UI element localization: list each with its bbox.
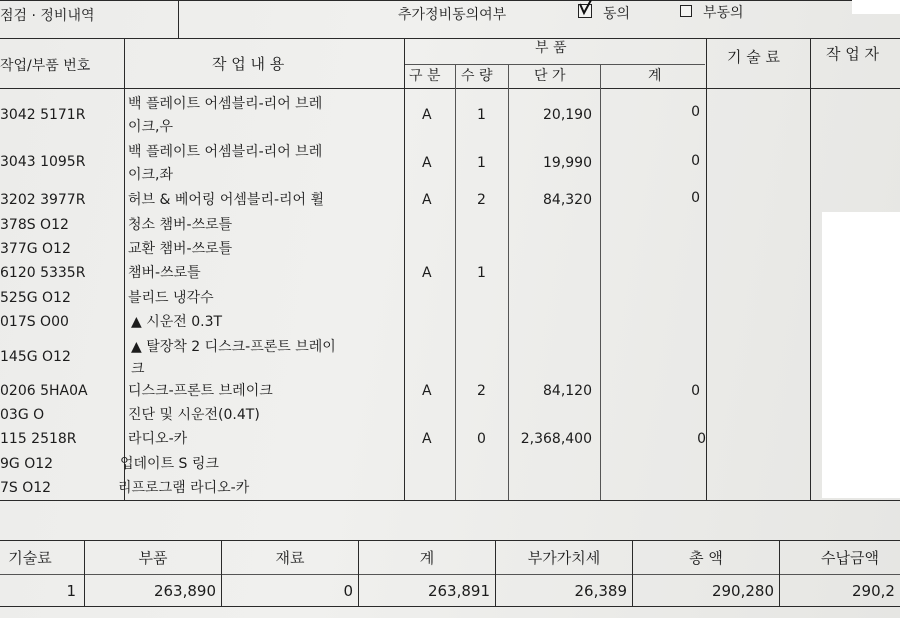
row-5-partno: 6120 5335R [0, 265, 86, 281]
col-divider-qty [508, 64, 509, 500]
row-3-work-line1: 청소 챔버-쓰로틀 [128, 217, 233, 233]
row-1-sum: 0 [691, 153, 700, 169]
row-9-qty: 2 [477, 383, 486, 399]
row-1-qty: 1 [477, 155, 486, 171]
agree-checkbox[interactable] [578, 4, 592, 18]
row-0-qty: 1 [477, 107, 486, 123]
row-11-sum: 0 [697, 431, 706, 447]
row-1-partno: 3043 1095R [0, 154, 86, 170]
summary-div-5 [632, 540, 633, 606]
row-1-type: A [422, 155, 432, 171]
row-9-sum: 0 [691, 383, 700, 399]
col-header-parts: 부 품 [535, 40, 567, 56]
summary-div-2 [221, 540, 222, 606]
row-4-work-line1: 교환 챔버-쓰로틀 [128, 241, 233, 257]
col-header-sum: 계 [648, 68, 662, 84]
row-8-work-line2: 크 [131, 361, 145, 377]
parts-subheader-rule [405, 64, 705, 65]
row-1-work-line1: 백 플레이트 어셈블리-리어 브레 [128, 144, 323, 160]
row-7-partno: 017S O00 [0, 314, 69, 330]
summary-value-labor: 1 [66, 582, 76, 600]
row-11-unit: 2,368,400 [520, 431, 592, 447]
row-2-work-line1: 허브 & 베어링 어셈블리-리어 휠 [128, 192, 325, 208]
consent-label: 추가정비동의여부 [398, 7, 507, 23]
summary-value-material: 0 [343, 582, 353, 600]
row-6-partno: 525G O12 [0, 290, 71, 306]
summary-value-grand-total: 290,280 [711, 582, 774, 600]
row-5-work-line1: 챔버-쓰로틀 [128, 265, 201, 281]
row-10-work-line1: 진단 및 시운전(0.4T) [128, 407, 260, 423]
row-13-partno: 7S O12 [0, 480, 52, 496]
col-divider-unit [600, 64, 601, 500]
summary-header-labor: 기술료 [8, 549, 52, 567]
top-rule [0, 0, 900, 1]
col-header-work: 작 업 내 용 [212, 55, 285, 73]
summary-top-rule [0, 540, 900, 541]
row-3-partno: 378S O12 [0, 217, 69, 233]
summary-div-6 [779, 540, 780, 606]
row-1-work-line2: 이크,좌 [128, 167, 174, 183]
col-header-type: 구 분 [409, 68, 441, 84]
row-8-partno: 145G O12 [0, 349, 71, 365]
summary-value-vat: 26,389 [574, 582, 627, 600]
row-11-work-line1: 라디오-카 [128, 431, 188, 447]
summary-value-paid: 290,2 [852, 582, 895, 600]
row-7-work-line1: ▲ 시운전 0.3T [131, 314, 223, 330]
row-8-work-line1: ▲ 탈장착 2 디스크-프론트 브레이 [131, 339, 336, 355]
row-0-unit: 20,190 [543, 107, 592, 123]
row-5-qty: 1 [477, 265, 486, 281]
redaction-patch-top [852, 0, 900, 14]
col-header-unit: 단 가 [534, 68, 566, 84]
row-2-type: A [422, 192, 432, 208]
col-divider-sum [706, 38, 707, 500]
row-0-partno: 3042 5171R [0, 107, 86, 123]
col-divider-partno [124, 38, 125, 500]
disagree-checkbox[interactable] [680, 5, 692, 17]
summary-div-1 [84, 540, 85, 606]
row-12-work-line1: 업데이트 S 링크 [120, 456, 219, 472]
col-divider-work [404, 38, 405, 500]
row-9-unit: 84,120 [543, 383, 592, 399]
disagree-label: 부동의 [703, 5, 744, 21]
summary-div-3 [358, 540, 359, 606]
summary-header-paid: 수납금액 [821, 549, 879, 567]
row-12-partno: 9G O12 [0, 456, 54, 472]
header-divider [178, 0, 179, 38]
row-6-work-line1: 블리드 냉각수 [128, 290, 214, 306]
redaction-patch-worker [822, 212, 900, 498]
summary-div-4 [495, 540, 496, 606]
row-9-partno: 0206 5HA0A [0, 383, 88, 399]
summary-header-vat: 부가가치세 [527, 549, 601, 567]
row-2-partno: 3202 3977R [0, 192, 86, 208]
summary-header-parts: 부품 [138, 549, 168, 567]
table-header-bottom-rule [0, 88, 900, 89]
checkmark-icon [579, 0, 593, 16]
row-10-partno: 03G O [0, 407, 45, 423]
row-11-partno: 115 2518R [0, 431, 77, 447]
row-11-type: A [422, 431, 432, 447]
col-header-partno: 작업/부품 번호 [0, 58, 91, 74]
summary-mid-rule [0, 574, 900, 575]
table-top-rule [0, 38, 900, 39]
row-1-unit: 19,990 [543, 155, 592, 171]
col-header-labor: 기 술 료 [727, 48, 781, 66]
summary-bottom-rule [0, 606, 900, 607]
col-header-qty: 수 량 [461, 68, 493, 84]
row-2-sum: 0 [691, 190, 700, 206]
agree-label: 동의 [603, 6, 631, 22]
col-header-worker: 작 업 자 [826, 45, 880, 63]
row-9-type: A [422, 383, 432, 399]
row-9-work-line1: 디스크-프론트 브레이크 [128, 383, 273, 399]
col-divider-labor [810, 38, 811, 500]
summary-value-total: 263,891 [427, 582, 490, 600]
row-0-type: A [422, 107, 432, 123]
table-bottom-rule [0, 500, 900, 501]
row-0-work-line1: 백 플레이트 어셈블리-리어 브레 [128, 96, 323, 112]
row-2-unit: 84,320 [543, 192, 592, 208]
summary-header-material: 재료 [275, 549, 305, 567]
row-2-qty: 2 [477, 192, 486, 208]
row-5-type: A [422, 265, 432, 281]
summary-header-total: 계 [419, 549, 435, 567]
col-divider-type [455, 64, 456, 500]
row-4-partno: 377G O12 [0, 241, 71, 257]
row-0-sum: 0 [691, 104, 700, 120]
summary-value-parts: 263,890 [153, 582, 216, 600]
section-title: 점검 · 정비내역 [0, 8, 95, 24]
row-11-qty: 0 [477, 431, 486, 447]
summary-header-grand-total: 총 액 [689, 549, 723, 567]
row-0-work-line2: 이크,우 [128, 119, 174, 135]
row-13-work-line1: 리프로그램 라디오-카 [118, 480, 250, 496]
